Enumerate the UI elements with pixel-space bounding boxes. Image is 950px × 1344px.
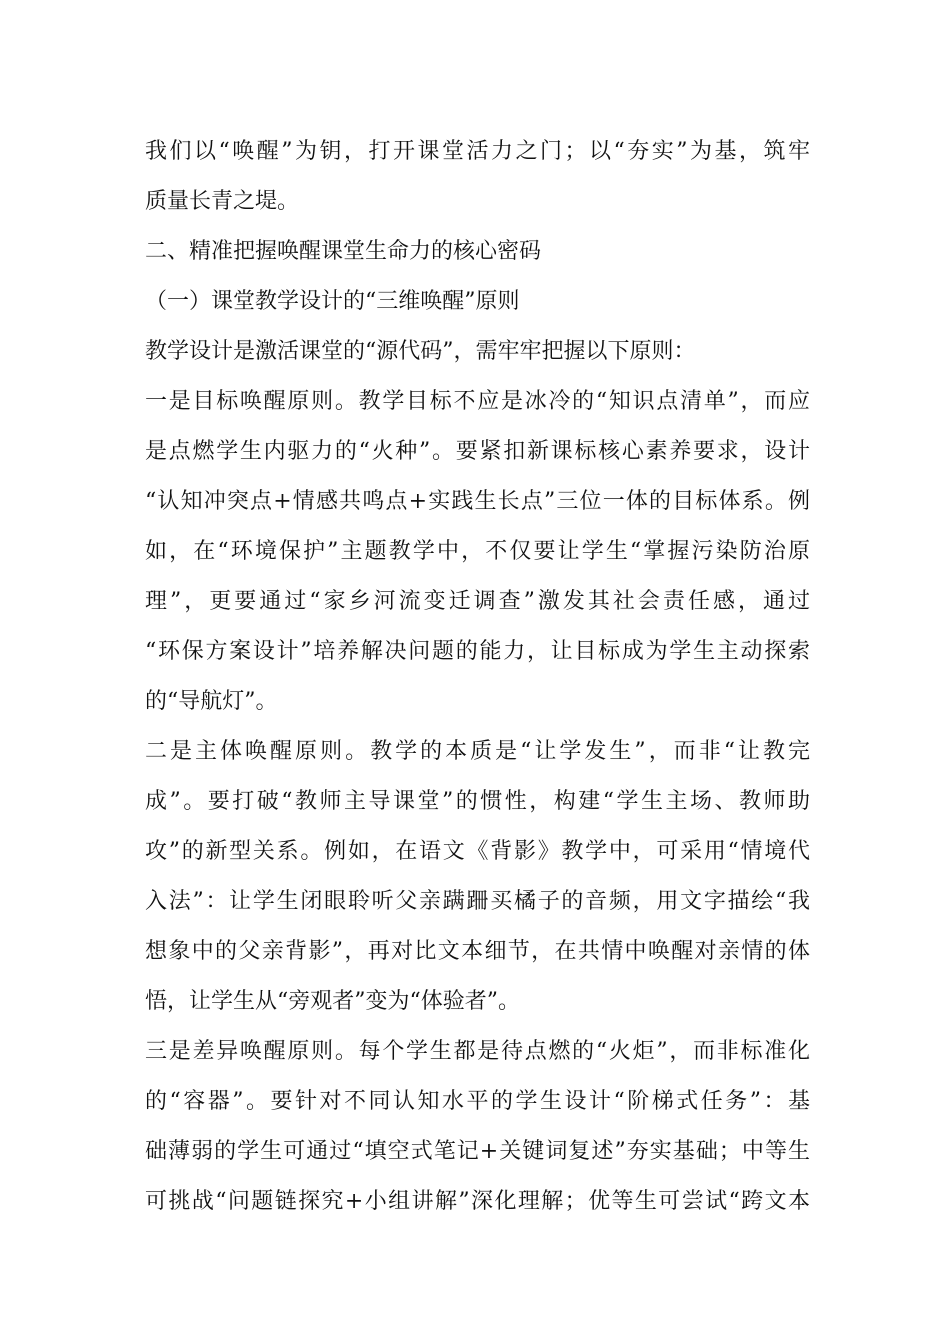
paragraph-line: 可挑战“问题链探究+小组讲解”深化理解；优等生可尝试“跨文本	[145, 1189, 810, 1214]
paragraph-line: 是点燃学生内驱力的“火种”。要紧扣新课标核心素养要求，设计	[145, 439, 810, 464]
paragraph-line: 攻”的新型关系。例如，在语文《背影》教学中，可采用“情境代	[145, 839, 810, 864]
paragraph-line: 理”，更要通过“家乡河流变迁调查”激发其社会责任感，通过	[145, 589, 810, 614]
paragraph-line: 想象中的父亲背影”，再对比文本细节，在共情中唤醒对亲情的体	[145, 939, 810, 964]
paragraph-line: “环保方案设计”培养解决问题的能力，让目标成为学生主动探索	[145, 639, 810, 664]
paragraph-line: 的“容器”。要针对不同认知水平的学生设计“阶梯式任务”：基	[145, 1089, 810, 1114]
paragraph-line: 悟，让学生从“旁观者”变为“体验者”。	[145, 989, 520, 1014]
paragraph-line: 三是差异唤醒原则。每个学生都是待点燃的“火炬”，而非标准化	[145, 1039, 810, 1064]
paragraph-line: 二是主体唤醒原则。教学的本质是“让学发生”，而非“让教完	[145, 739, 810, 764]
paragraph-line: 的“导航灯”。	[145, 689, 278, 714]
paragraph-line: “认知冲突点+情感共鸣点+实践生长点”三位一体的目标体系。例	[145, 489, 810, 514]
paragraph-line: 成”。要打破“教师主导课堂”的惯性，构建“学生主场、教师助	[145, 789, 810, 814]
paragraph-line: 如，在“环境保护”主题教学中，不仅要让学生“掌握污染防治原	[145, 539, 810, 564]
paragraph-line: 质量长青之堤。	[145, 189, 300, 214]
paragraph-line: 入法”：让学生闭眼聆听父亲蹒跚买橘子的音频，用文字描绘“我	[145, 889, 810, 914]
paragraph-line: 教学设计是激活课堂的“源代码”，需牢牢把握以下原则：	[145, 339, 696, 364]
paragraph-line: 础薄弱的学生可通过“填空式笔记+关键词复述”夯实基础；中等生	[145, 1139, 810, 1164]
paragraph-line: 我们以“唤醒”为钥，打开课堂活力之门；以“夯实”为基，筑牢	[145, 139, 810, 164]
subsection-heading: （一）课堂教学设计的“三维唤醒”原则	[145, 289, 520, 314]
paragraph-line: 一是目标唤醒原则。教学目标不应是冰冷的“知识点清单”，而应	[145, 389, 810, 414]
section-heading: 二、精准把握唤醒课堂生命力的核心密码	[145, 239, 542, 264]
